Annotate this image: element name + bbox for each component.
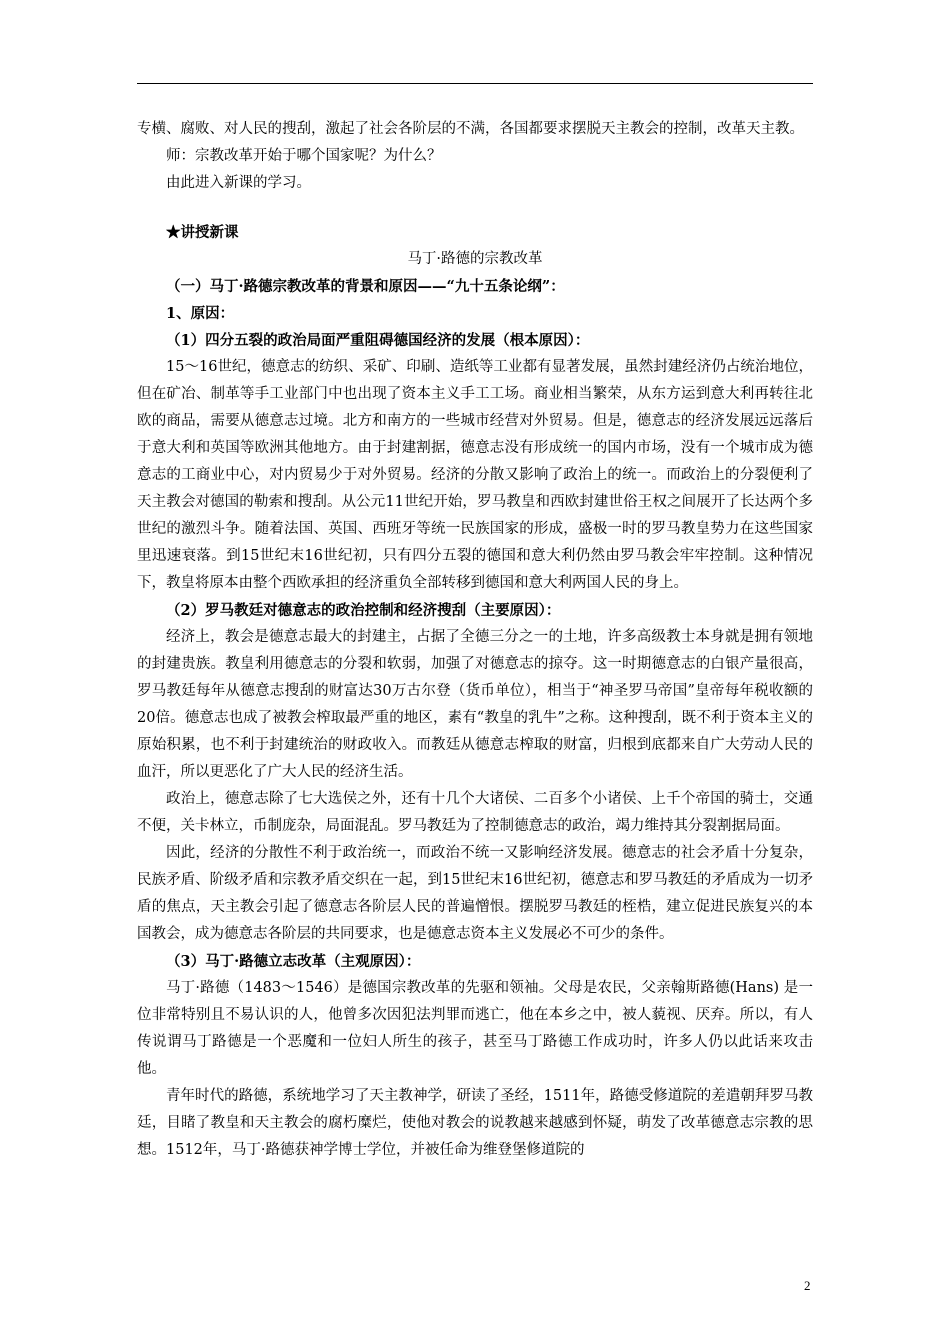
lesson-title: 马丁·路德的宗教改革 [407, 251, 543, 267]
paragraph: 经济上，教会是德意志最大的封建主，占据了全德三分之一的土地，许多高级教士本身就是拥有领地的封建贵族。教皇利用德意志的分裂和软弱，加强了对德意志的掠夺。这一时期德意志的白银产量很高，罗马教廷每年从德意志搜刮的财富达30万古尔登（货币单位），相当于“神圣罗马帝国”皇帝每年税收额的20倍。德意志也成了被教会榨取最严重的地区，素有“教皇的乳牛”之称。这种搜刮，既不利于资本主义的原始积累，也不利于封建统治的财政收入。而教廷从德意志榨取的财富，归根到底都来自广大劳动人民的血汗，所以更恶化了广大人民的经济生活。 [137, 629, 813, 780]
section-heading: ★讲授新课 [166, 224, 239, 241]
subsection-heading: （1）四分五裂的政治局面严重阻碍德国经济的发展（根本原因）： [166, 332, 590, 349]
page-number: 2 [804, 1278, 811, 1293]
paragraph: 由此进入新课的学习。 [166, 175, 311, 191]
header-rule [137, 83, 813, 84]
paragraph: 师：宗教改革开始于哪个国家呢？为什么？ [166, 148, 442, 164]
paragraph: 专横、腐败、对人民的搜刮，激起了社会各阶层的不满，各国都要求摆脱天主教会的控制，改革天主教。 [137, 121, 804, 137]
paragraph: 15～16世纪，德意志的纺织、采矿、印刷、造纸等工业都有显著发展，虽然封建经济仍占统治地位，但在矿冶、制革等手工业部门中也出现了资本主义手工工场。商业相当繁荣，从东方运到意大利再转往北欧的商品，需要从德意志过境。北方和南方的一些城市经营对外贸易。但是，德意志的经济发展远远落后于意大利和英国等欧洲其他地方。由于封建割据，德意志没有形成统一的国内市场，没有一个城市成为德意志的工商业中心，对内贸易少于对外贸易。经济的分散又影响了政治上的统一。而政治上的分裂便利了天主教会对德国的勒索和搜刮。从公元11世纪开始，罗马教皇和西欧封建世俗王权之间展开了长达两个多世纪的激烈斗争。随着法国、英国、西班牙等统一民族国家的形成，盛极一时的罗马教皇势力在这些国家里迅速衰落。到15世纪末16世纪初，只有四分五裂的德国和意大利仍然由罗马教会牢牢控制。这种情况下，教皇将原本由整个西欧承担的经济重负全部转移到德国和意大利两国人民的身上。 [137, 359, 813, 591]
paragraph: 政治上，德意志除了七大选侯之外，还有十几个大诸侯、二百多个小诸侯、上千个帝国的骑士，交通不便，关卡林立，币制庞杂，局面混乱。罗马教廷为了控制德意志的政治，竭力维持其分裂割据局面。 [137, 791, 813, 834]
subsection-heading: （3）马丁·路德立志改革（主观原因）： [166, 953, 421, 970]
subsection-heading: 1、原因： [166, 305, 235, 322]
paragraph: 青年时代的路德，系统地学习了天主教神学，研读了圣经，1511年，路德受修道院的差遣朝拜罗马教廷，目睹了教皇和天主教会的腐朽糜烂，使他对教会的说教越来越感到怀疑，萌发了改革德意志宗教的思想。1512年，马丁·路德获神学博士学位，并被任命为维登堡修道院的 [137, 1088, 813, 1158]
section-heading: （一）马丁·路德宗教改革的背景和原因——“九十五条论纲”： [166, 278, 565, 295]
body-text [137, 116, 813, 1164]
paragraph: 因此，经济的分散性不利于政治统一，而政治不统一又影响经济发展。德意志的社会矛盾十分复杂，民族矛盾、阶级矛盾和宗教矛盾交织在一起，到15世纪末16世纪初，德意志和罗马教廷的矛盾成为一切矛盾的焦点，天主教会引起了德意志各阶层人民的普遍憎恨。摆脱罗马教廷的桎梏，建立促进民族复兴的本国教会，成为德意志各阶层的共同要求，也是德意志资本主义发展必不可少的条件。 [137, 845, 813, 942]
subsection-heading: （2）罗马教廷对德意志的政治控制和经济搜刮（主要原因）： [166, 602, 561, 619]
paragraph: 马丁·路德（1483～1546）是德国宗教改革的先驱和领袖。父母是农民，父亲翰斯路德(Hans) 是一位非常特别且不易认识的人，他曾多次因犯法判罪而逃亡，他在本乡之中，被人藐视、厌弃。所以，有人传说谓马丁路德是一个恶魔和一位妇人所生的孩子，甚至马丁路德工作成功时，许多人仍以此话来攻击他。 [137, 980, 813, 1077]
